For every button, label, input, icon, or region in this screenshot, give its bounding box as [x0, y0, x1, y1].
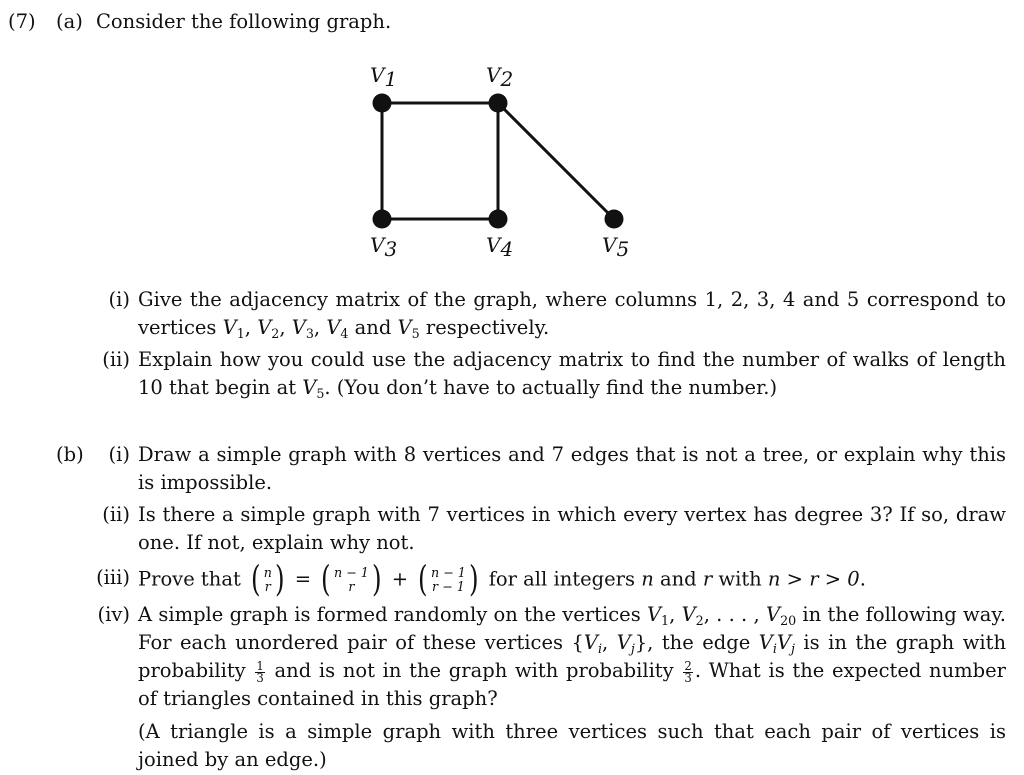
item-b-i-label: (i)	[108, 443, 130, 466]
item-a-ii-text-end: . (You don’t have to actually find the number.)	[324, 376, 778, 399]
binomial-n-r: ( n r )	[251, 559, 285, 600]
vertex-label-v1: V1	[370, 63, 398, 91]
inequality: n > r > 0	[767, 567, 860, 591]
item-a-ii-text: Explain how you could use the adjacency matrix to find the number of walks of length 10 that begin at	[138, 348, 1006, 399]
item-b-iv-label: (iv)	[97, 603, 130, 626]
item-b-iv: A simple graph is formed randomly on the vertices $V_1$, $V_2$, . . . , $V_{20}$ in the following way. For each unordered pair of these vertices {$V_i$, $V_j$}, the edge $V_iV_j$ is in the graph with probability $\frac{1}{3}$ and is not in the graph with probability $\frac{2}{3}$ . What is the expected number of triangles contained in this graph?	[138, 603, 1007, 710]
edge-v2-v5	[498, 103, 614, 219]
item-a-i-text-end: respectively.	[425, 316, 550, 339]
vertex-label-v4: V4	[486, 233, 514, 261]
item-b-iv-text: A simple graph is formed randomly on the vertices	[138, 603, 641, 626]
part-a-intro: Consider the following graph.	[96, 10, 392, 33]
part-b-label: (b)	[56, 443, 84, 466]
item-b-ii-label: (ii)	[102, 503, 130, 526]
question-number: (7)	[8, 10, 36, 33]
item-b-iv-text-6: . What is the expected number of triangles contained in this graph?	[138, 659, 1007, 710]
item-b-iv-note: (A triangle is a simple graph with three vertices such that each pair of vertices is joined by an edge.)	[138, 720, 1006, 771]
item-b-iv-text-5: and is not in the graph with probability	[274, 659, 674, 682]
fraction-two-thirds: $\frac{2}{3}$	[684, 658, 692, 686]
item-b-iii-label: (iii)	[96, 566, 130, 589]
var-n: n	[641, 567, 654, 591]
item-b-iii: Prove that ( n r ) = ( n − 1 r ) + ( n − 1 r − 1 ) for all integers n and r with n > r > 0.	[138, 559, 866, 600]
vertex-v2	[489, 94, 508, 113]
item-b-iii-text-2: for all integers	[488, 567, 636, 591]
item-b-i: Draw a simple graph with 8 vertices and 7 edges that is not a tree, or explain why this is impossible.	[138, 443, 1006, 494]
item-b-ii: Is there a simple graph with 7 vertices in which every vertex has degree 3? If so, draw one. If not, explain why not.	[138, 503, 1006, 554]
vertex-v1	[373, 94, 392, 113]
vertex-v5	[605, 210, 624, 229]
binomial-n1-r1: ( n − 1 r − 1 )	[418, 559, 479, 600]
item-a-i-label: (i)	[108, 288, 130, 311]
graph-figure	[0, 0, 1024, 290]
vertex-label-v2: V2	[486, 63, 514, 91]
vertex-v4	[489, 210, 508, 229]
item-b-iii-text-4: with	[718, 567, 762, 591]
item-a-i: Give the adjacency matrix of the graph, where columns 1, 2, 3, 4 and 5 correspond to vertices $V_1$, $V_2$, $V_3$, $V_4$ and $V_5$ respectively.	[138, 288, 1006, 341]
item-b-iii-text: Prove that	[138, 567, 241, 591]
fraction-one-third: $\frac{1}{3}$	[256, 658, 264, 686]
graph-edges	[382, 103, 614, 219]
vertex-v3	[373, 210, 392, 229]
item-a-i-text: Give the adjacency matrix of the graph, where columns 1, 2, 3, 4 and 5 correspond to vertices	[138, 288, 1006, 339]
vertex-label-v5: V5	[602, 233, 630, 261]
part-a-label: (a)	[56, 10, 83, 33]
item-b-iii-text-3: and	[659, 567, 697, 591]
item-b-iv-text-2: in the following way. For each unordered pair of these vertices	[138, 603, 1006, 654]
binomial-n1-r: ( n − 1 r )	[321, 559, 382, 600]
item-a-ii: Explain how you could use the adjacency matrix to find the number of walks of length 10 that begin at $V_5$. (You don’t have to actually find the number.)	[138, 348, 1006, 401]
item-b-iv-text-3: , the edge	[647, 631, 751, 654]
var-r: r	[702, 567, 713, 591]
item-b-iv-text-4: is in the graph with probability	[138, 631, 1007, 682]
vertex-label-v3: V3	[370, 233, 398, 261]
item-a-ii-label: (ii)	[102, 348, 130, 371]
